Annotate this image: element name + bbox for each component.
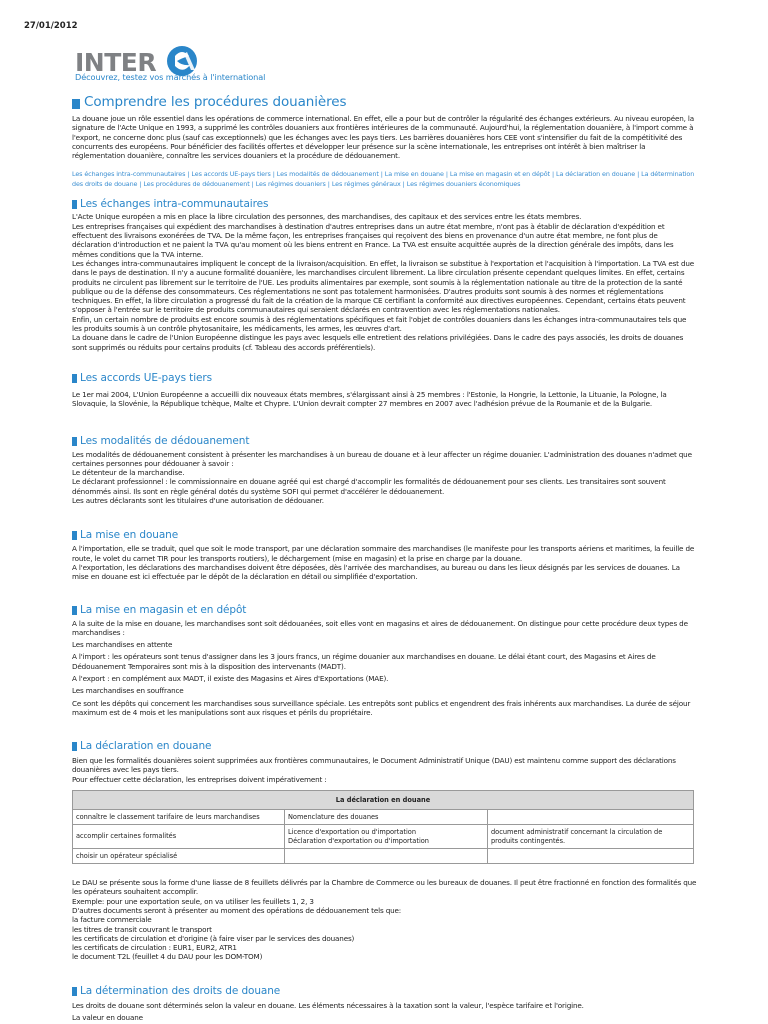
intro-paragraph: La douane joue un rôle essentiel dans les opérations de commerce international. En effet, elle a pour but de contrôler la régularité des échanges extérieurs. Au niveau européen, la signature de l'Acte Unique en 1993, a supprimé les contrôles douaniers aux frontières intérieures de la communauté. Aujourd'hui, la réglementation douanière, à l'import comme à l'export, ne concerne donc plus (sauf cas exceptionnels) que les échanges avec les pays tiers. Les barrières douanières hors CEE vont s'intensifier du fait de la compétitivité des concurrents des européens. Pour bénéficier des facilités offertes et développer leur présence sur la scène internationale, les entreprises ont intérêt à bien maîtriser la réglementation douanière, connaître les services douaniers et la procédure de dédouanement.: [72, 114, 695, 161]
intra-p3: Les échanges intra-communautaires impliquent le concept de la livraison/acquisition. En effet, la livraison se substitue à l'exportation et l'acquisition à l'importation. La TVA est due dans le pays de destination. Il n'y a aucune formalité douanière, les marchandises circulent librement. La libre circulation présente cependant quelques limites. En effet, certains produits ne circulent pas librement sur le territoire de l'UE. Les produits alimentaires par exemple, sont soumis à la réglementation nationale au titre de la protection de la santé publique ou de la défense des consommateurs. Ces réglementations ne sont pas totalement harmonisées. D'autres produits sont soumis à des normes et réglementations techniques. En effet, la libre circulation a progressé du fait de la création de la marque CE certifiant la conformité aux directives européennes. Cependant, certains états peuvent s'opposer à l'entrée sur le territoire de produits communautaires qui seraient déclarés en contravention avec les réglementations nationales.: [72, 258, 695, 315]
magasin-p3: A l'import : les opérateurs sont tenus d'assigner dans les 3 jours francs, un régime douanier aux marchandises en douane. Le délai étant court, des Magasins et Aires de Dédouanement Temporaires sont mis à la disposition des intervenants (MADT).: [72, 652, 656, 671]
intra-p1: L'Acte Unique européen a mis en place la libre circulation des personnes, des marchandises, des capitaux et des services entre les états membres.: [72, 212, 582, 222]
table-cell: connaître le classement tarifaire de leurs marchandises: [73, 810, 285, 825]
section-title-droits: La détermination des droits de douane: [72, 985, 697, 997]
declaration-p10: le document T2L (feuillet 4 du DAU pour les DOM-TOM): [72, 952, 263, 962]
section-title-accords: Les accords UE-pays tiers: [72, 372, 697, 384]
magasin-p6: Ce sont les dépôts qui concernent les marchandises sous surveillance spéciale. Les entrepôts sont publics et engendrent des frais inhérents aux marchandises. La durée de séjour maximum est de 4 mois et les manipulations sont aux risques et périls du propriétaire.: [72, 698, 691, 717]
table-cell: [285, 849, 488, 864]
link-regimes-generaux[interactable]: Les régimes généraux: [331, 179, 401, 188]
table-cell: Licence d'exportation ou d'importation Déclaration d'exportation ou d'importation: [285, 825, 488, 849]
modalites-p1: Les modalités de dédouanement consistent à présenter les marchandises à un bureau de douane et à leur affecter un régime douanier. L'administration des douanes n'admet que certaines personnes pour dédouaner à savoir :: [72, 449, 692, 468]
link-regimes-economiques[interactable]: Les régimes douaniers économiques: [406, 179, 521, 188]
section-title-magasin: La mise en magasin et en dépôt: [72, 604, 697, 616]
declaration-p3: Le DAU se présente sous la forme d'une liasse de 8 feuillets délivrés par la Chambre de Commerce ou les bureaux de douanes. Il peut être fractionné en fonction des formalités que les opérateurs souhaitent accomplir.: [72, 878, 697, 897]
link-mise-douane[interactable]: La mise en douane: [384, 170, 444, 179]
link-regimes[interactable]: Les régimes douaniers: [255, 179, 326, 188]
article-content: [72, 94, 697, 1022]
table-row: [73, 810, 694, 825]
table-cell: [488, 849, 694, 864]
mise-douane-p1: A l'importation, elle se traduit, quel que soit le mode transport, par une déclaration sommaire des marchandises (le manifeste pour les transports aériens et maritimes, la feuille de route, le volet du carnet TIR pour les transports routiers), le déchargement (mise en magasin) et la prise en charge par la douane.: [72, 544, 695, 563]
link-procedures[interactable]: Les procédures de dédouanement: [143, 179, 250, 188]
table-cell: [488, 810, 694, 825]
intra-p4: Enfin, un certain nombre de produits est encore soumis à des réglementations spécifiques et fait l'objet de contrôles douaniers dans les échanges intra-communautaires tels que les produits soumis à un contrôle phytosanitaire, les médicaments, les armes, les œuvres d'art.: [72, 314, 687, 334]
table-cell: accomplir certaines formalités: [73, 825, 285, 849]
link-declaration[interactable]: La déclaration en douane: [556, 170, 636, 179]
declaration-p5: D'autres documents seront à présenter au moment des opérations de dédouanement tels que:: [72, 905, 402, 915]
logo-tagline: Découvrez, testez vos marchés à l'international: [75, 72, 266, 82]
table-cell: Nomenclature des douanes: [285, 810, 488, 825]
declaration-p4: Exemple: pour une exportation seule, on va utiliser les feuillets 1, 2, 3: [72, 896, 314, 906]
table-row: [73, 825, 694, 849]
table-row: [73, 849, 694, 864]
link-accords[interactable]: Les accords UE-pays tiers: [191, 170, 271, 179]
print-date: 27/01/2012: [24, 21, 78, 31]
declaration-p6: la facture commerciale: [72, 915, 152, 925]
link-intra[interactable]: Les échanges intra-communautaires: [72, 170, 186, 179]
section-title-intra: Les échanges intra-communautaires: [72, 198, 697, 210]
declaration-p9: les certificats de circulation : EUR1, EUR2, ATR1: [72, 943, 237, 953]
section-title-modalites: Les modalités de dédouanement: [72, 435, 697, 447]
droits-p1: Les droits de douane sont déterminés selon la valeur en douane. Les éléments nécessaires à la taxation sont la valeur, l'espèce tarifaire et l'origine.: [72, 1000, 584, 1010]
table-cell: document administratif concernant la circulation de produits contingentés.: [488, 825, 694, 849]
modalites-p3: Le déclarant professionnel : le commissionnaire en douane agréé qui est chargé d'accomplir les formalités de dédouanement pour ses clients. Les transitaires sont souvent dénommés ainsi. Ils sont en règle général dotés du système SOFI qui permet d'accélérer le dédouanement.: [72, 477, 666, 496]
logo-word: INTER: [75, 48, 157, 77]
declaration-table: [72, 790, 694, 864]
declaration-p8: les certificats de circulation et d'origine (à faire viser par le services des douanes): [72, 933, 355, 943]
accords-p1: Le 1er mai 2004, L'Union Européenne a accueilli dix nouveaux états membres, s'élargissant ainsi à 25 membres : l'Estonie, la Hongrie, la Lettonie, la Lituanie, la Pologne, la Slovaquie, la Slovénie, la République tchèque, Malte et Chypre. L'Union devrait compter 27 membres en 2007 avec l'adhésion prévue de la Roumanie et de la Bulgarie.: [72, 389, 667, 409]
table-header: La déclaration en douane: [73, 791, 694, 810]
magasin-p1: A la suite de la mise en douane, les marchandises sont soit dédouanées, soit elles vont en magasins et aires de dédouanement. On distingue pour cette procédure deux types de marchandises :: [72, 618, 688, 637]
section-links: Les échanges intra-communautaires | Les accords UE-pays tiers | Les modalités de dédouanement | La mise en douane | La mise en magasin et en dépôt | La déclaration en douane | La détermination des droits de douane | Les procédures de dédouanement | Les régimes douaniers | Les régimes généraux | Les régimes douaniers économiques: [72, 170, 695, 188]
section-title-mise-douane: La mise en douane: [72, 529, 697, 541]
magasin-p4: A l'export : en complément aux MADT, il existe des Magasins et Aires d'Exportations (MAE).: [72, 673, 389, 683]
droits-p2: La valeur en douane: [72, 1013, 143, 1023]
intra-p2: Les entreprises françaises qui expédient des marchandises à destination d'autres entreprises dans un autre état membre, n'ont pas à établir de déclaration d'expédition et effectuent des livraisons exonérées de TVA. De la même façon, les entreprises françaises qui reçoivent des biens en provenance d'un autre état membre, ne font plus de déclaration d'introduction et ne paient la TVA qu'au moment où les biens entrent en France. La TVA est ensuite acquittée auprès de la direction générale des impôts, dans les mêmes conditions que la TVA interne.: [72, 221, 674, 259]
mise-douane-p2: A l'exportation, les déclarations des marchandises doivent être déposées, dès l'arrivée des marchandises, au bureau ou dans les lieux désignés par les services de douanes. La mise en douane est ici effectuée par le dépôt de la déclaration en détail ou simplifiée d'exportation.: [72, 562, 680, 582]
magasin-p5: Les marchandises en souffrance: [72, 686, 184, 696]
link-modalites[interactable]: Les modalités de dédouanement: [276, 170, 379, 179]
table-cell: choisir un opérateur spécialisé: [73, 849, 285, 864]
modalites-p4: Les autres déclarants sont les titulaires d'une autorisation de dédouaner.: [72, 496, 324, 506]
modalites-p2: Le détenteur de la marchandise.: [72, 468, 185, 478]
declaration-p1: Bien que les formalités douanières soient supprimées aux frontières communautaires, le Document Administratif Unique (DAU) est maintenu comme support des déclarations douanières avec les pays tiers.: [72, 756, 676, 775]
magasin-p2: Les marchandises en attente: [72, 640, 173, 650]
section-title-declaration: La déclaration en douane: [72, 740, 697, 752]
declaration-p2: Pour effectuer cette déclaration, les entreprises doivent impérativement :: [72, 774, 327, 784]
intra-p5: La douane dans le cadre de l'Union Européenne distingue les pays avec lesquels elle entretient des relations privilégiées. Dans le cadre des pays associés, les droits de douanes sont supprimés ou réduits pour certains produits (cf. Tableau des accords préférentiels).: [72, 333, 684, 352]
page-title: Comprendre les procédures douanières: [72, 94, 697, 110]
declaration-p7: les titres de transit couvrant le transport: [72, 924, 212, 934]
interex-logo[interactable]: [75, 48, 275, 84]
link-droits[interactable]: La détermination des droits de douane: [72, 170, 695, 188]
link-magasin[interactable]: La mise en magasin et en dépôt: [449, 170, 550, 179]
